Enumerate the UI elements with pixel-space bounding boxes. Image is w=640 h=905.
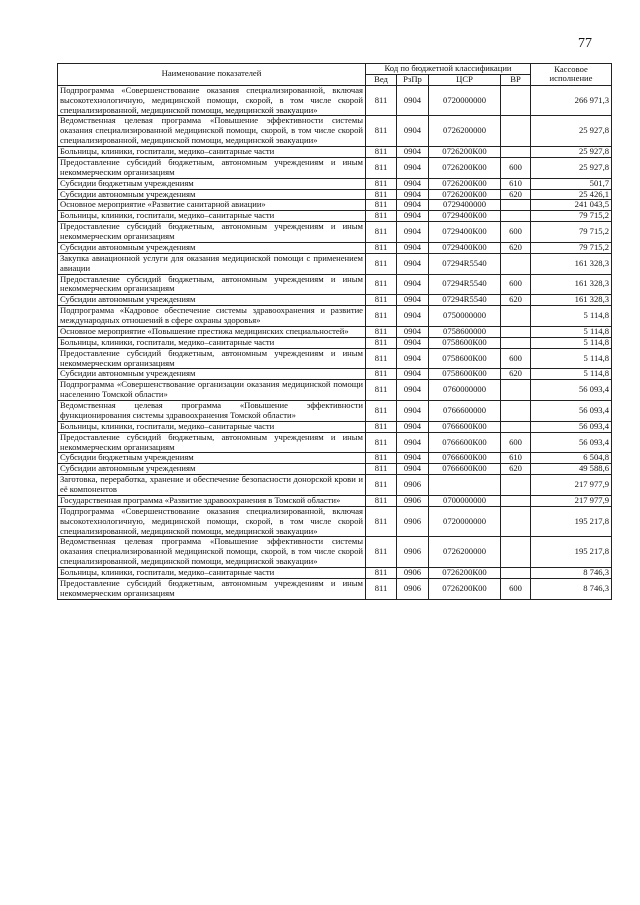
cell-rzpr: 0904: [397, 211, 429, 222]
cell-amount: 79 715,2: [531, 242, 612, 253]
cell-csr: 0726200000: [429, 116, 501, 147]
cell-vr: 600: [501, 274, 531, 295]
cell-name: Основное мероприятие «Повышение престижа медицинских специальностей»: [58, 326, 366, 337]
cell-amount: 266 971,3: [531, 85, 612, 116]
cell-rzpr: 0904: [397, 380, 429, 401]
cell-csr: 0766600К00: [429, 421, 501, 432]
cell-amount: 6 504,8: [531, 453, 612, 464]
cell-ved: 811: [366, 369, 397, 380]
cell-csr: 0720000000: [429, 85, 501, 116]
cell-csr: [429, 475, 501, 496]
cell-csr: 0726200К00: [429, 578, 501, 599]
cell-amount: 161 328,3: [531, 253, 612, 274]
cell-name: Предоставление субсидий бюджетным, автономным учреждениям и иным некоммерческим организациям: [58, 222, 366, 243]
table-row: [58, 401, 612, 422]
cell-name: Подпрограмма «Кадровое обеспечение системы здравоохранения и развитие международных отношений в сфере охраны здоровья»: [58, 306, 366, 327]
cell-name: Предоставление субсидий бюджетным, автономным учреждениям и иным некоммерческим организациям: [58, 348, 366, 369]
table-row: [58, 453, 612, 464]
cell-amount: 8 746,3: [531, 568, 612, 579]
cell-name: Больницы, клиники, госпитали, медико–санитарные части: [58, 568, 366, 579]
cell-csr: 0729400К00: [429, 222, 501, 243]
cell-vr: 610: [501, 178, 531, 189]
cell-amount: 501,7: [531, 178, 612, 189]
cell-ved: 811: [366, 506, 397, 537]
cell-csr: 0729400К00: [429, 211, 501, 222]
cell-rzpr: 0904: [397, 453, 429, 464]
cell-amount: 5 114,8: [531, 348, 612, 369]
cell-ved: 811: [366, 337, 397, 348]
cell-amount: 241 043,5: [531, 200, 612, 211]
cell-rzpr: 0904: [397, 253, 429, 274]
cell-ved: 811: [366, 380, 397, 401]
cell-name: Субсидии автономным учреждениям: [58, 369, 366, 380]
cell-ved: 811: [366, 568, 397, 579]
cell-rzpr: 0906: [397, 495, 429, 506]
cell-name: Больницы, клиники, госпитали, медико–санитарные части: [58, 421, 366, 432]
header-code-group: Код по бюджетной классификации: [366, 64, 531, 75]
cell-name: Субсидии автономным учреждениям: [58, 464, 366, 475]
table-row: [58, 274, 612, 295]
table-row: [58, 495, 612, 506]
cell-vr: 600: [501, 222, 531, 243]
cell-csr: 0758600К00: [429, 337, 501, 348]
table-row: [58, 369, 612, 380]
cell-amount: 161 328,3: [531, 274, 612, 295]
cell-rzpr: 0906: [397, 537, 429, 568]
table-row: [58, 242, 612, 253]
cell-csr: 0760000000: [429, 380, 501, 401]
cell-name: Подпрограмма «Совершенствование организации оказания медицинской помощи населению Томской области»: [58, 380, 366, 401]
table-row: [58, 211, 612, 222]
cell-amount: 56 093,4: [531, 432, 612, 453]
cell-rzpr: 0904: [397, 348, 429, 369]
cell-vr: 600: [501, 432, 531, 453]
cell-rzpr: 0906: [397, 578, 429, 599]
cell-name: Ведомственная целевая программа «Повышение эффективности системы оказания специализированной медицинской помощи, скорой, в том числе скорой специализированной, медицинской помощи, медицинской эвакуации»: [58, 537, 366, 568]
cell-name: Субсидии автономным учреждениям: [58, 242, 366, 253]
cell-csr: 0726200К00: [429, 147, 501, 158]
cell-amount: 5 114,8: [531, 337, 612, 348]
cell-vr: [501, 147, 531, 158]
header-csr: ЦСР: [429, 74, 501, 85]
cell-amount: 5 114,8: [531, 306, 612, 327]
cell-csr: 0720000000: [429, 506, 501, 537]
cell-csr: 0700000000: [429, 495, 501, 506]
cell-csr: 0729400000: [429, 200, 501, 211]
cell-csr: 0758600К00: [429, 348, 501, 369]
cell-amount: 161 328,3: [531, 295, 612, 306]
cell-ved: 811: [366, 401, 397, 422]
cell-vr: [501, 116, 531, 147]
cell-vr: [501, 200, 531, 211]
cell-amount: 56 093,4: [531, 380, 612, 401]
cell-amount: 25 927,8: [531, 116, 612, 147]
cell-ved: 811: [366, 495, 397, 506]
cell-name: Заготовка, переработка, хранение и обеспечение безопасности донорской крови и её компонентов: [58, 475, 366, 496]
header-vr: ВР: [501, 74, 531, 85]
cell-vr: [501, 421, 531, 432]
cell-ved: 811: [366, 295, 397, 306]
cell-ved: 811: [366, 578, 397, 599]
cell-vr: [501, 85, 531, 116]
cell-amount: 25 927,8: [531, 157, 612, 178]
table-row: [58, 537, 612, 568]
cell-name: Ведомственная целевая программа «Повышение эффективности функционирования системы здравоохранения Томской области»: [58, 401, 366, 422]
cell-amount: 79 715,2: [531, 222, 612, 243]
table-row: [58, 116, 612, 147]
table-row: [58, 337, 612, 348]
cell-name: Больницы, клиники, госпитали, медико–санитарные части: [58, 147, 366, 158]
table-row: [58, 295, 612, 306]
cell-rzpr: 0904: [397, 222, 429, 243]
cell-rzpr: 0904: [397, 242, 429, 253]
cell-ved: 811: [366, 178, 397, 189]
cell-csr: 0729400К00: [429, 242, 501, 253]
cell-ved: 811: [366, 464, 397, 475]
cell-csr: 07294R5540: [429, 253, 501, 274]
cell-ved: 811: [366, 222, 397, 243]
cell-rzpr: 0904: [397, 147, 429, 158]
cell-ved: 811: [366, 211, 397, 222]
table-row: [58, 178, 612, 189]
page-number: 77: [578, 36, 592, 51]
cell-csr: 0726200000: [429, 537, 501, 568]
cell-rzpr: 0904: [397, 274, 429, 295]
cell-name: Предоставление субсидий бюджетным, автономным учреждениям и иным некоммерческим организациям: [58, 578, 366, 599]
cell-name: Закупка авиационной услуги для оказания медицинской помощи с применением авиации: [58, 253, 366, 274]
cell-rzpr: 0906: [397, 475, 429, 496]
cell-csr: 0726200К00: [429, 568, 501, 579]
cell-ved: 811: [366, 253, 397, 274]
cell-rzpr: 0904: [397, 401, 429, 422]
cell-amount: 79 715,2: [531, 211, 612, 222]
cell-amount: 195 217,8: [531, 537, 612, 568]
cell-vr: [501, 326, 531, 337]
cell-csr: 0750000000: [429, 306, 501, 327]
cell-vr: 620: [501, 295, 531, 306]
cell-ved: 811: [366, 432, 397, 453]
cell-ved: 811: [366, 157, 397, 178]
cell-vr: [501, 253, 531, 274]
cell-name: Основное мероприятие «Развитие санитарной авиации»: [58, 200, 366, 211]
cell-vr: [501, 537, 531, 568]
cell-name: Субсидии бюджетным учреждениям: [58, 453, 366, 464]
table-row: [58, 147, 612, 158]
cell-amount: 49 588,6: [531, 464, 612, 475]
cell-vr: 600: [501, 578, 531, 599]
cell-amount: 5 114,8: [531, 326, 612, 337]
cell-vr: 620: [501, 242, 531, 253]
cell-vr: [501, 401, 531, 422]
cell-csr: 0758600000: [429, 326, 501, 337]
cell-vr: 600: [501, 157, 531, 178]
cell-ved: 811: [366, 348, 397, 369]
cell-amount: 217 977,9: [531, 475, 612, 496]
cell-ved: 811: [366, 421, 397, 432]
cell-name: Государственная программа «Развитие здравоохранения в Томской области»: [58, 495, 366, 506]
cell-rzpr: 0904: [397, 189, 429, 200]
cell-rzpr: 0904: [397, 157, 429, 178]
cell-csr: 0726200К00: [429, 189, 501, 200]
table-row: [58, 157, 612, 178]
cell-csr: 07294R5540: [429, 295, 501, 306]
cell-name: Субсидии автономным учреждениям: [58, 295, 366, 306]
cell-csr: 07294R5540: [429, 274, 501, 295]
table-row: [58, 348, 612, 369]
cell-ved: 811: [366, 147, 397, 158]
table-row: [58, 578, 612, 599]
cell-name: Субсидии автономным учреждениям: [58, 189, 366, 200]
cell-rzpr: 0904: [397, 337, 429, 348]
cell-amount: 25 927,8: [531, 147, 612, 158]
cell-ved: 811: [366, 306, 397, 327]
cell-name: Больницы, клиники, госпитали, медико–санитарные части: [58, 337, 366, 348]
cell-name: Предоставление субсидий бюджетным, автономным учреждениям и иным некоммерческим организациям: [58, 274, 366, 295]
header-rzpr: РзПр: [397, 74, 429, 85]
cell-csr: 0766600000: [429, 401, 501, 422]
cell-rzpr: 0904: [397, 295, 429, 306]
header-name: Наименование показателей: [58, 64, 366, 86]
cell-vr: [501, 306, 531, 327]
table-row: [58, 380, 612, 401]
cell-vr: [501, 475, 531, 496]
table-row: [58, 253, 612, 274]
cell-vr: [501, 495, 531, 506]
cell-rzpr: 0904: [397, 421, 429, 432]
cell-ved: 811: [366, 326, 397, 337]
cell-name: Предоставление субсидий бюджетным, автономным учреждениям и иным некоммерческим организациям: [58, 432, 366, 453]
cell-rzpr: 0904: [397, 326, 429, 337]
cell-rzpr: 0904: [397, 432, 429, 453]
cell-vr: [501, 506, 531, 537]
table-body: [58, 85, 612, 599]
cell-amount: 56 093,4: [531, 401, 612, 422]
cell-vr: 600: [501, 348, 531, 369]
cell-vr: 620: [501, 189, 531, 200]
cell-vr: [501, 211, 531, 222]
cell-rzpr: 0904: [397, 369, 429, 380]
cell-ved: 811: [366, 453, 397, 464]
cell-amount: 195 217,8: [531, 506, 612, 537]
cell-vr: [501, 380, 531, 401]
cell-amount: 8 746,3: [531, 578, 612, 599]
cell-rzpr: 0904: [397, 200, 429, 211]
cell-name: Больницы, клиники, госпитали, медико–санитарные части: [58, 211, 366, 222]
cell-ved: 811: [366, 242, 397, 253]
table-row: [58, 506, 612, 537]
cell-amount: 56 093,4: [531, 421, 612, 432]
table-row: [58, 85, 612, 116]
cell-ved: 811: [366, 189, 397, 200]
cell-ved: 811: [366, 475, 397, 496]
cell-name: Ведомственная целевая программа «Повышение эффективности системы оказания специализированной медицинской помощи, скорой, в том числе скорой специализированной, медицинской помощи, медицинской эвакуации»: [58, 116, 366, 147]
table-row: [58, 189, 612, 200]
table-row: [58, 222, 612, 243]
cell-vr: 620: [501, 369, 531, 380]
cell-csr: 0766600К00: [429, 432, 501, 453]
cell-rzpr: 0906: [397, 568, 429, 579]
cell-vr: [501, 337, 531, 348]
cell-rzpr: 0904: [397, 85, 429, 116]
cell-rzpr: 0904: [397, 306, 429, 327]
cell-ved: 811: [366, 85, 397, 116]
cell-name: Предоставление субсидий бюджетным, автономным учреждениям и иным некоммерческим организациям: [58, 157, 366, 178]
table-header: [58, 64, 612, 86]
table-row: [58, 568, 612, 579]
cell-name: Подпрограмма «Совершенствование оказания специализированной, включая высокотехнологичную, медицинской помощи, скорой, в том числе скорой специализированной, медицинской помощи, медицинской эвакуации»: [58, 506, 366, 537]
table-row: [58, 464, 612, 475]
cell-amount: 5 114,8: [531, 369, 612, 380]
cell-csr: 0758600К00: [429, 369, 501, 380]
table-row: [58, 432, 612, 453]
cell-rzpr: 0904: [397, 178, 429, 189]
cell-name: Субсидии бюджетным учреждениям: [58, 178, 366, 189]
cell-rzpr: 0906: [397, 506, 429, 537]
cell-vr: 620: [501, 464, 531, 475]
cell-ved: 811: [366, 537, 397, 568]
table-row: [58, 421, 612, 432]
cell-csr: 0766600К00: [429, 464, 501, 475]
cell-csr: 0726200К00: [429, 157, 501, 178]
table-row: [58, 306, 612, 327]
cell-rzpr: 0904: [397, 116, 429, 147]
budget-table: [57, 63, 612, 600]
table-row: [58, 200, 612, 211]
header-ved: Вед: [366, 74, 397, 85]
cell-vr: [501, 568, 531, 579]
table-row: [58, 326, 612, 337]
table-row: [58, 475, 612, 496]
cell-csr: 0766600К00: [429, 453, 501, 464]
header-amount: Кассовое исполнение: [531, 64, 612, 86]
cell-rzpr: 0904: [397, 464, 429, 475]
cell-csr: 0726200К00: [429, 178, 501, 189]
cell-amount: 25 426,1: [531, 189, 612, 200]
cell-amount: 217 977,9: [531, 495, 612, 506]
cell-name: Подпрограмма «Совершенствование оказания специализированной, включая высокотехнологичную, медицинской помощи, скорой, в том числе скорой специализированной, медицинской помощи, медицинской эвакуации»: [58, 85, 366, 116]
cell-ved: 811: [366, 274, 397, 295]
cell-ved: 811: [366, 116, 397, 147]
cell-vr: 610: [501, 453, 531, 464]
cell-ved: 811: [366, 200, 397, 211]
